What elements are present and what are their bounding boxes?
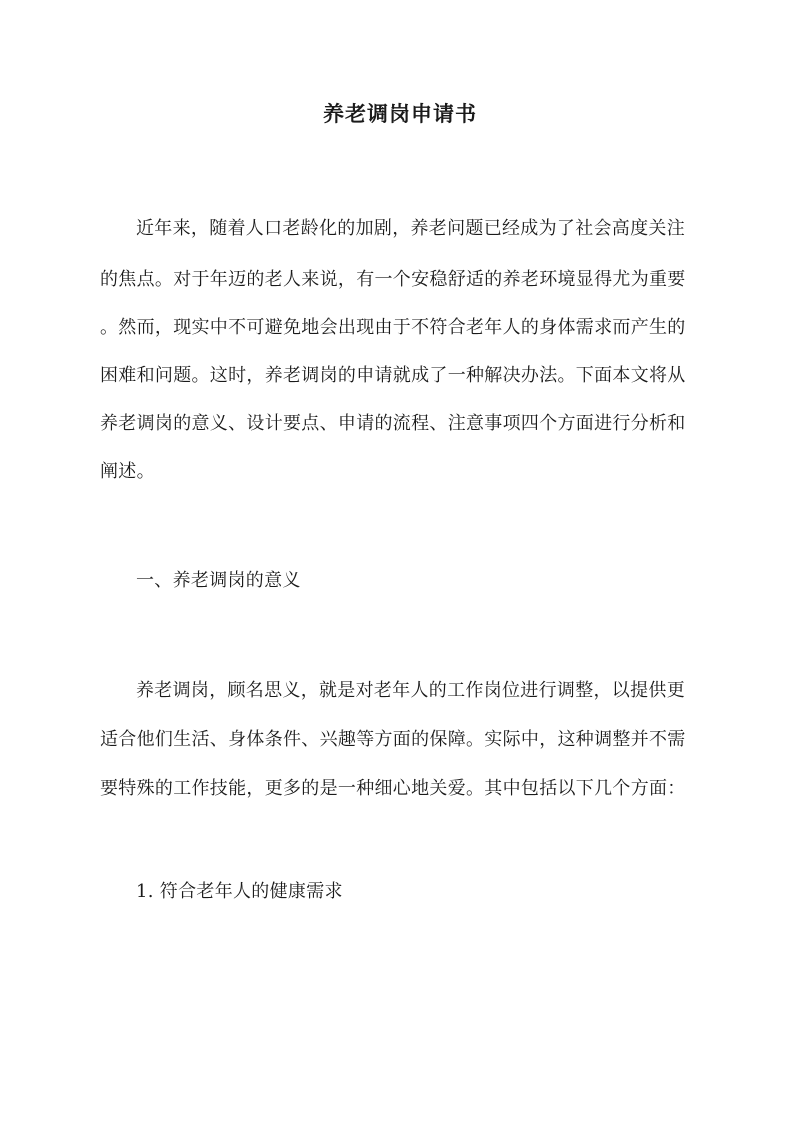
page-title: 养老调岗申请书 bbox=[323, 101, 477, 126]
subsection-heading-1: 1. 符合老年人的健康需求 bbox=[136, 881, 343, 902]
intro-line-4: 困难和问题。这时，养老调岗的申请就成了一种解决办法。下面本文将从 bbox=[100, 365, 686, 386]
intro-line-2: 的焦点。对于年迈的老人来说，有一个安稳舒适的养老环境显得尤为重要 bbox=[100, 269, 686, 290]
intro-line-3: 。然而，现实中不可避免地会出现由于不符合老年人的身体需求而产生的 bbox=[100, 317, 686, 338]
intro-line-5: 养老调岗的意义、设计要点、申请的流程、注意事项四个方面进行分析和 bbox=[100, 413, 686, 434]
section1-line-2: 适合他们生活、身体条件、兴趣等方面的保障。实际中，这种调整并不需 bbox=[100, 729, 686, 750]
intro-line-6: 阐述。 bbox=[100, 461, 155, 482]
section1-line-1: 养老调岗，顾名思义，就是对老年人的工作岗位进行调整，以提供更 bbox=[136, 680, 685, 701]
intro-line-1: 近年来，随着人口老龄化的加剧，养老问题已经成为了社会高度关注 bbox=[136, 218, 685, 239]
section1-line-3: 要特殊的工作技能，更多的是一种细心地关爱。其中包括以下几个方面： bbox=[100, 778, 686, 799]
section-heading-1: 一、养老调岗的意义 bbox=[136, 570, 301, 591]
